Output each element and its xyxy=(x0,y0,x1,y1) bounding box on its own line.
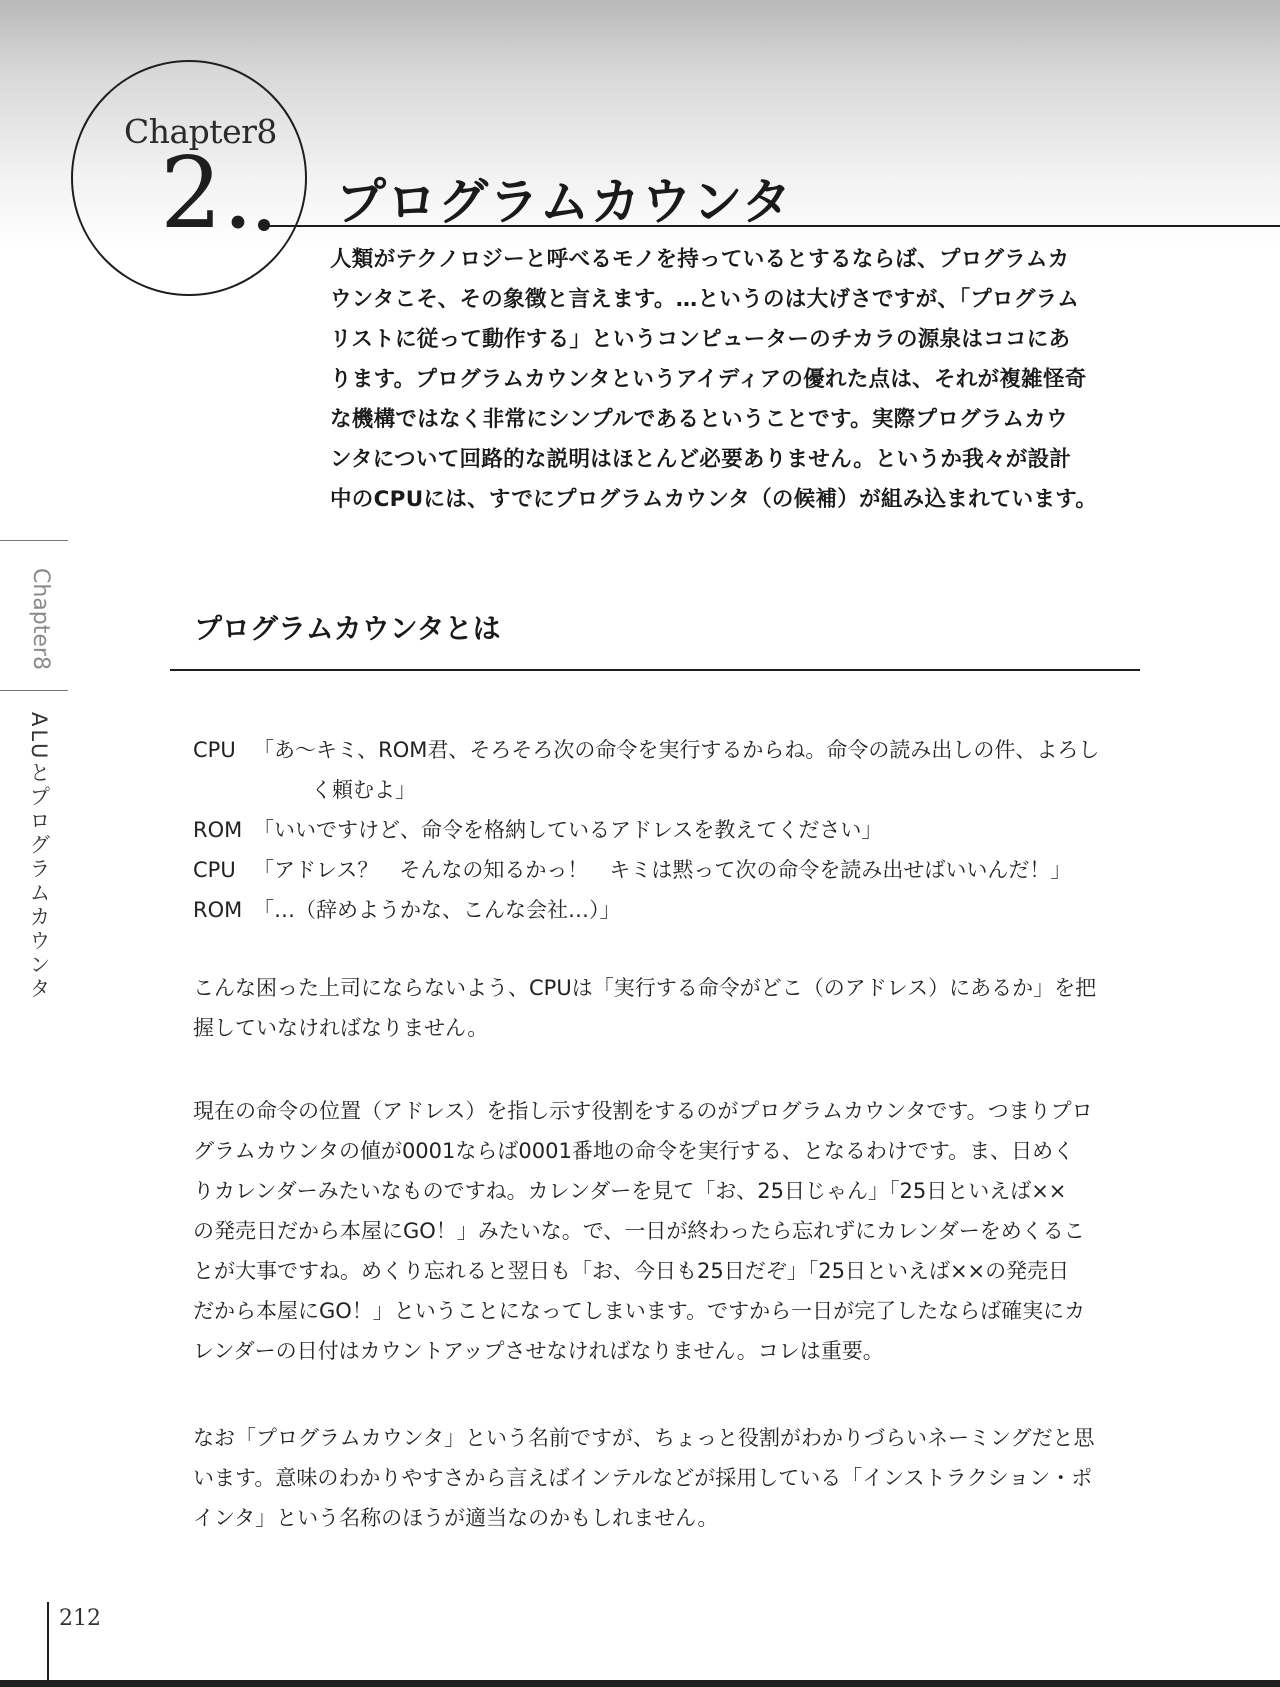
chapter-number: 2. xyxy=(160,137,254,251)
intro-line: ウンタこそ、その象徴と言えます。…というのは大げさですが、「プログラム xyxy=(330,287,1080,312)
paragraph-line: だから本屋にGO！」ということになってしまいます。ですから一日が完了したならば確実にカ xyxy=(193,1299,1086,1323)
intro-line: リストに従って動作する」というコンピューターのチカラの源泉はココにあ xyxy=(330,327,1071,352)
intro-line: ります。プログラムカウンタというアイディアの優れた点は、それが複雑怪奇 xyxy=(330,367,1087,392)
dialogue-text: 「アドレス？ そんなの知るかっ！ キミは黙って次の命令を読み出せばいいんだ！」 xyxy=(253,858,1072,882)
dialogue-line xyxy=(193,730,1143,770)
page-title: プログラムカウンタ xyxy=(336,173,793,231)
paragraph-line: の発売日だから本屋にGO！」みたいな。で、一日が終わったら忘れずにカレンダーをめくるこ xyxy=(193,1219,1085,1243)
body-paragraph xyxy=(193,968,1143,1048)
paragraph-line: とが大事ですね。めくり忘れると翌日も「お、今日も25日だぞ」「25日といえば××の発売日 xyxy=(193,1259,1070,1283)
page-number-rule xyxy=(47,1602,49,1687)
paragraph-line: 現在の命令の位置（アドレス）を指し示す役割をするのがプログラムカウンタです。つまりプロ xyxy=(193,1099,1093,1123)
intro-line: ンタについて回路的な説明はほとんど必要ありません。というか我々が設計 xyxy=(330,447,1072,472)
intro-line: 人類がテクノロジーと呼べるモノを持っているとするならば、プログラムカ xyxy=(330,247,1070,272)
paragraph-line: こんな困った上司にならないよう、CPUは「実行する命令がどこ（のアドレス）にあるか」を把 xyxy=(193,976,1097,1000)
chapter-label: Chapter8 xyxy=(124,112,277,151)
paragraph-line: なお「プログラムカウンタ」という名前ですが、ちょっと役割がわかりづらいネーミングだと思 xyxy=(193,1426,1095,1450)
paragraph-line: グラムカウンタの値が0001ならば0001番地の命令を実行する、となるわけです。ま、日めく xyxy=(193,1139,1075,1163)
paragraph-line: りカレンダーみたいなものですね。カレンダーを見て「お、25日じゃん」「25日といえば×× xyxy=(193,1179,1067,1203)
body-paragraph xyxy=(193,1091,1143,1371)
intro-line: 中のCPUには、すでにプログラムカウンタ（の候補）が組み込まれています。 xyxy=(330,487,1098,512)
section-heading: プログラムカウンタとは xyxy=(194,612,501,645)
sidebar-divider xyxy=(0,540,68,541)
paragraph-line: います。意味のわかりやすさから言えばインテルなどが採用している「インストラクション・ポ xyxy=(193,1466,1093,1490)
paragraph-line: 握していなければなりません。 xyxy=(193,1016,489,1040)
sidebar-topic-label: ALUとプログラムカウンタ xyxy=(27,712,51,1002)
intro-paragraph xyxy=(330,240,1140,520)
dialogue-text: 「いいですけど、命令を格納しているアドレスを教えてください」 xyxy=(253,818,883,842)
dialogue-speaker: CPU xyxy=(193,738,236,762)
dialogue-block xyxy=(193,730,1143,930)
dialogue-continuation: く頼むよ」 xyxy=(311,778,416,802)
dialogue-text: 「…（辞めようかな、こんな会社…）」 xyxy=(253,898,621,922)
section-rule xyxy=(170,669,1140,671)
paragraph-line: インタ」という名称のほうが適当なのかもしれません。 xyxy=(193,1506,719,1530)
paragraph-line: レンダーの日付はカウントアップさせなければなりません。コレは重要。 xyxy=(193,1339,884,1363)
sidebar-chapter-label: Chapter8 xyxy=(28,568,53,670)
dialogue-line xyxy=(193,850,1143,890)
dialogue-speaker: ROM xyxy=(193,898,243,922)
sidebar-divider xyxy=(0,690,68,691)
dialogue-speaker: CPU xyxy=(193,858,236,882)
dialogue-speaker: ROM xyxy=(193,818,243,842)
page-number: 212 xyxy=(59,1606,101,1631)
dialogue-line xyxy=(193,810,1143,850)
body-paragraph xyxy=(193,1418,1143,1538)
dialogue-line xyxy=(193,890,1143,930)
dialogue-text: 「あ～キミ、ROM君、そろそろ次の命令を実行するからね。命令の読み出しの件、よろし xyxy=(253,738,1100,762)
page-bottom-edge xyxy=(0,1680,1280,1687)
intro-line: な機構ではなく非常にシンプルであるということです。実際プログラムカウ xyxy=(330,407,1068,432)
